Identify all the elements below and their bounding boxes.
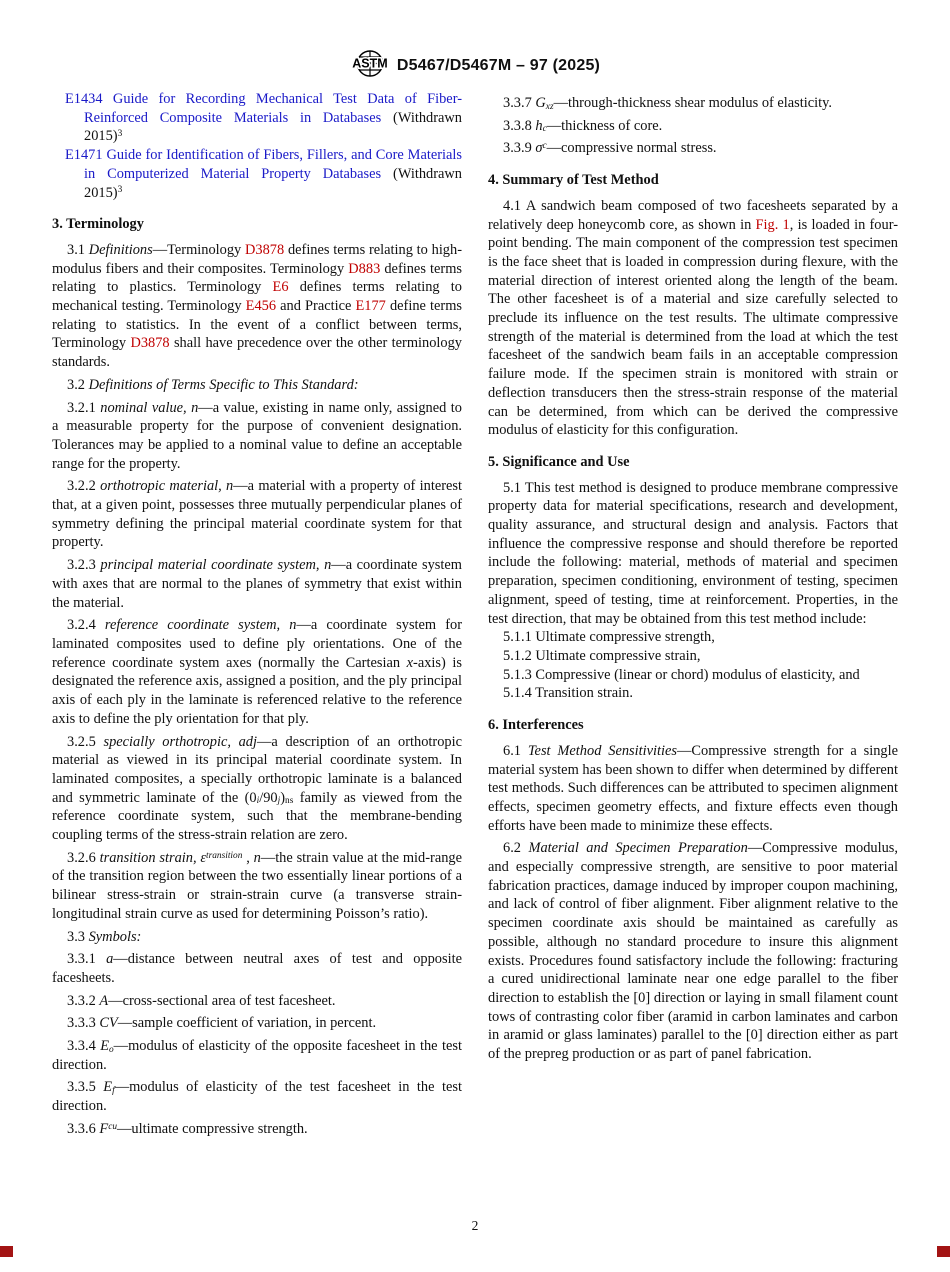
text-segment: 3.3.3 (67, 1015, 100, 1032)
text-segment: —a coordinate system with axes that are normal to the planes of symmetry that exist within the material. (52, 557, 462, 611)
paragraph (52, 399, 462, 474)
text-segment: A (99, 992, 109, 1009)
text-segment: 3 (117, 129, 123, 140)
astm-logo-icon (350, 50, 390, 83)
text-segment: Definitions of Terms Specific to This Standard: (88, 376, 359, 393)
paragraph (488, 479, 898, 629)
text-segment: 3.1 (67, 241, 89, 258)
section-heading: 4. Summary of Test Method (488, 172, 659, 189)
text-segment: Test Method Sensitivities (527, 742, 678, 759)
text-segment: principal material coordinate system, n (100, 557, 332, 574)
text-segment: —ultimate compressive strength. (117, 1120, 308, 1137)
text-segment: defines terms relating to mechanical testing. Terminology (52, 279, 462, 315)
text-segment: defines terms relating to plastics. Terminology (52, 260, 462, 296)
paragraph (488, 628, 898, 647)
text-segment: 3.3.7 (503, 95, 536, 111)
text-segment: cu (108, 1121, 118, 1132)
text-segment: 3.3.2 (67, 992, 100, 1009)
text-segment: and Practice (276, 298, 356, 315)
text-segment: —Compressive strength for a single material system has been shown to differ when determined by different test methods. Such differences can be attributed to specimen alignment effects, specimen geometry effects, and fixture effects even though efforts have been made to minimize these effects. (488, 742, 898, 834)
text-segment: 3.3.1 (67, 951, 107, 968)
paragraph (52, 733, 462, 845)
text-segment: , is loaded in four-point bending. The main component of the compression test specimen is the face sheet that is loaded in compression during flexure, with the material direction of interest oriented along the length of the beam. The other facesheet is of a material and size carefully selected to preclude its influence on the test results. The ultimate compressive strength of the material is determined from the load at which the test facesheet of the sandwich beam fails in an acceptable compression failure mode. If the specimen strain is monitored with strain or deflection transducers then the stress-strain response of the material can be determined, from which can be derived the compressive modulus of elasticity for this configuration. (488, 216, 898, 439)
text-segment: 5.1.3 Compressive (linear or chord) modulus of elasticity, and (503, 666, 860, 683)
text-segment: 3.3.8 (503, 117, 536, 134)
text-segment: Symbols: (88, 928, 142, 945)
text-segment: , (242, 849, 254, 866)
link-e1434[interactable]: E1434 Guide for Recording Mechanical Test Data of Fiber-Reinforced Composite Materials in Databases (65, 91, 462, 126)
text-segment: —modulus of elasticity of the test facesheet in the test direction. (52, 1079, 462, 1115)
text-segment: a (106, 951, 114, 968)
text-segment: CV (99, 1015, 118, 1032)
text-segment: define terms relating to statistics. In the event of a conflict between terms, Terminology (52, 298, 463, 352)
text-segment: 3.3.9 (503, 140, 536, 157)
text-segment: nominal value, n (100, 399, 199, 416)
text-segment: 6.1 (503, 742, 528, 759)
document-designation: D5467/D5467M – 97 (2025) (396, 57, 601, 74)
text-segment: family as viewed from the reference coordinate system, such that the membrane-bending coupling terms of the stress-strain relation are zero. (52, 789, 462, 844)
text-segment: E (103, 1079, 113, 1096)
text-segment: 3 (117, 185, 123, 196)
text-segment: —a description of an orthotropic material as viewed in its principal material coordinate system. In laminated composites, a specially orthotropic laminate is a balanced and symmetric laminate of the (0 (52, 733, 462, 806)
text-segment: E (100, 1038, 109, 1055)
text-segment: i (256, 796, 260, 807)
text-segment: 3.3.5 (67, 1079, 104, 1096)
text-segment: reference coordinate system, n (104, 617, 297, 634)
paragraph (488, 742, 898, 836)
text-segment: 3.2.2 (67, 478, 101, 495)
text-segment: F (99, 1120, 109, 1137)
section-heading: 5. Significance and Use (488, 453, 630, 470)
text-segment: 5.1 This test method is designed to produce membrane compressive property data for material specifications, research and development, quality assurance, and structural design and analysis. Factors that influence the compressive response and should therefore be reported include the following: material, methods of material and specimen preparation, specimen conditioning, environment of testing, specimen alignment, speed of testing, time at reinforcement. Properties, in the test direction, that may be obtained from this test method include: (488, 479, 898, 627)
text-segment: f (112, 1086, 115, 1097)
paragraph (52, 241, 462, 372)
page-number: 2 (471, 1218, 479, 1234)
text-segment: o (109, 1044, 114, 1055)
paragraph (52, 928, 462, 947)
text-segment: Material and Specimen Preparation (528, 840, 748, 857)
link-fig-1[interactable]: Fig. 1 (755, 216, 790, 233)
text-segment: ns (285, 796, 294, 807)
text-segment: orthotropic material, n (100, 478, 234, 495)
paragraph (488, 666, 898, 685)
text-segment: —compressive normal stress. (546, 140, 717, 157)
right-column (488, 90, 898, 1139)
text-segment: shall have precedence over the other terminology standards. (52, 335, 462, 371)
reference-entry (52, 90, 462, 146)
paragraph (488, 839, 898, 1063)
paragraph (52, 616, 462, 728)
paragraph (52, 1014, 462, 1033)
text-segment: Definitions (88, 241, 153, 258)
text-segment: —the strain value at the mid-range of the transition region between the two essentially linear portions of a bilinear stress-strain or strain-strain curve (a transverse strain-longitudinal strain curve as used for determining Poisson’s ratio). (52, 849, 463, 922)
text-segment: 3.2.1 (67, 399, 101, 416)
text-segment: -axis) is designated the reference axis, assigned a position, and the ply principal axis of each ply in the laminate is referenced relative to the reference axis to define the ply orientation for that ply. (52, 654, 462, 727)
page-body (52, 90, 898, 1139)
text-segment: h (535, 117, 543, 134)
text-segment: specially orthotropic, adj (103, 733, 258, 750)
paragraph (488, 94, 898, 113)
link-d883[interactable]: D883 (348, 260, 381, 277)
text-segment: σ (535, 140, 543, 157)
text-segment: —a coordinate system for laminated composites used to define ply orientations. One of the reference coordinate system axes (normally the Cartesian (52, 617, 463, 671)
left-column (52, 90, 462, 1139)
text-segment: —Terminology (152, 241, 245, 258)
text-segment: 3.2.6 (67, 849, 100, 866)
text-segment: j (277, 796, 281, 807)
text-segment: ) (280, 789, 286, 806)
corner-mark-left (0, 1246, 13, 1257)
paragraph (52, 556, 462, 612)
text-segment: (Withdrawn 2015) (84, 165, 462, 201)
paragraph (488, 684, 898, 703)
text-segment: x (406, 654, 414, 671)
paragraph (52, 849, 462, 924)
link-e6[interactable]: E6 (272, 279, 289, 296)
text-segment: transition strain, ε (99, 849, 207, 866)
text-segment: 3.3.6 (67, 1120, 100, 1137)
paragraph (52, 1120, 462, 1139)
text-segment: defines terms relating to high-modulus fibers and their composites. Terminology (52, 241, 462, 277)
text-segment: —Compressive modulus, and especially compressive strength, are sensitive to poor material fabrication practices, damage induced by improper coupon machining, and lack of control of fiber alignment. Fiber alignment relative to the specimen coordinate axis should be maintained as carefully as possible, although no standard procedure to insure this alignment exists. Procedures found satisfactory include the following: fracturing a cured unidirectional laminate near one edge parallel to the fiber direction to establish the [0] direction or laying in small filament count tows of contrasting color fiber (aramid in carbon laminates and carbon in aramid or glass laminates) parallel to the [0] direction either as part of the prepreg production or as part of panel fabrication. (488, 840, 898, 1063)
link-e1471[interactable]: E1471 Guide for Identification of Fibers, Fillers, and Core Materials in Computerized Material Property Databases (65, 147, 462, 182)
text-segment: 3.3.4 (67, 1038, 101, 1055)
text-segment: —distance between neutral axes of test and opposite facesheets. (52, 951, 462, 986)
section-heading: 3. Terminology (52, 216, 144, 233)
text-segment: n (253, 849, 261, 866)
astm-logo-text: ASTM (352, 56, 388, 71)
paragraph (488, 647, 898, 666)
text-segment: 5.1.1 Ultimate compressive strength, (503, 629, 715, 646)
text-segment: /90 (259, 789, 278, 806)
text-segment: 6.2 (503, 840, 529, 857)
paragraph (488, 197, 898, 440)
reference-entry (52, 146, 462, 202)
corner-mark-right (937, 1246, 950, 1257)
page-header (0, 50, 950, 83)
text-segment: 4.1 A sandwich beam composed of two facesheets separated by a relatively deep honeycomb core, as shown in (488, 197, 898, 233)
text-segment: 5.1.4 Transition strain. (503, 685, 633, 702)
text-segment: —sample coefficient of variation, in percent. (117, 1015, 377, 1032)
paragraph (488, 139, 898, 158)
text-segment: 3.3 (67, 928, 89, 945)
text-segment: 3.2.3 (67, 557, 101, 574)
link-d3878[interactable]: D3878 (130, 335, 170, 352)
text-segment: 3.2.5 (67, 733, 104, 750)
link-e456[interactable]: E456 (245, 298, 277, 315)
paragraph (52, 950, 462, 987)
section-heading: 6. Interferences (488, 717, 584, 734)
text-segment: —cross-sectional area of test facesheet. (108, 992, 336, 1009)
text-segment: —thickness of core. (546, 117, 663, 134)
text-segment: 3.2.4 (67, 617, 105, 634)
text-segment: —modulus of elasticity of the opposite facesheet in the test direction. (52, 1038, 462, 1073)
text-segment: —a material with a property of interest that, at a given point, possesses three mutually perpendicular planes of symmetry defining the principal material coordinate system for that property. (52, 478, 462, 551)
text-segment: G (535, 95, 546, 111)
text-segment: 5.1.2 Ultimate compressive strain, (503, 647, 701, 664)
text-segment: —a value, existing in name only, assigned to a measurable property for the purpose of convenient designation. Tolerances may be applied to a nominal value to define an acceptable range for the property. (52, 399, 462, 472)
text-segment: c (542, 141, 547, 152)
text-segment: —through-thickness shear modulus of elasticity. (553, 95, 833, 111)
paragraph (52, 992, 462, 1011)
text-segment: transition (206, 850, 243, 861)
paragraph (488, 117, 898, 136)
link-e177[interactable]: E177 (355, 298, 386, 315)
text-segment: 3.2 (67, 376, 89, 393)
text-segment: xz (545, 101, 554, 112)
link-d3878[interactable]: D3878 (245, 241, 285, 258)
paragraph (52, 1037, 462, 1074)
paragraph (52, 477, 462, 552)
page-footer (0, 1217, 950, 1236)
text-segment: (Withdrawn 2015) (84, 109, 462, 145)
paragraph (52, 1078, 462, 1115)
text-segment: c (542, 124, 547, 135)
paragraph (52, 376, 462, 395)
